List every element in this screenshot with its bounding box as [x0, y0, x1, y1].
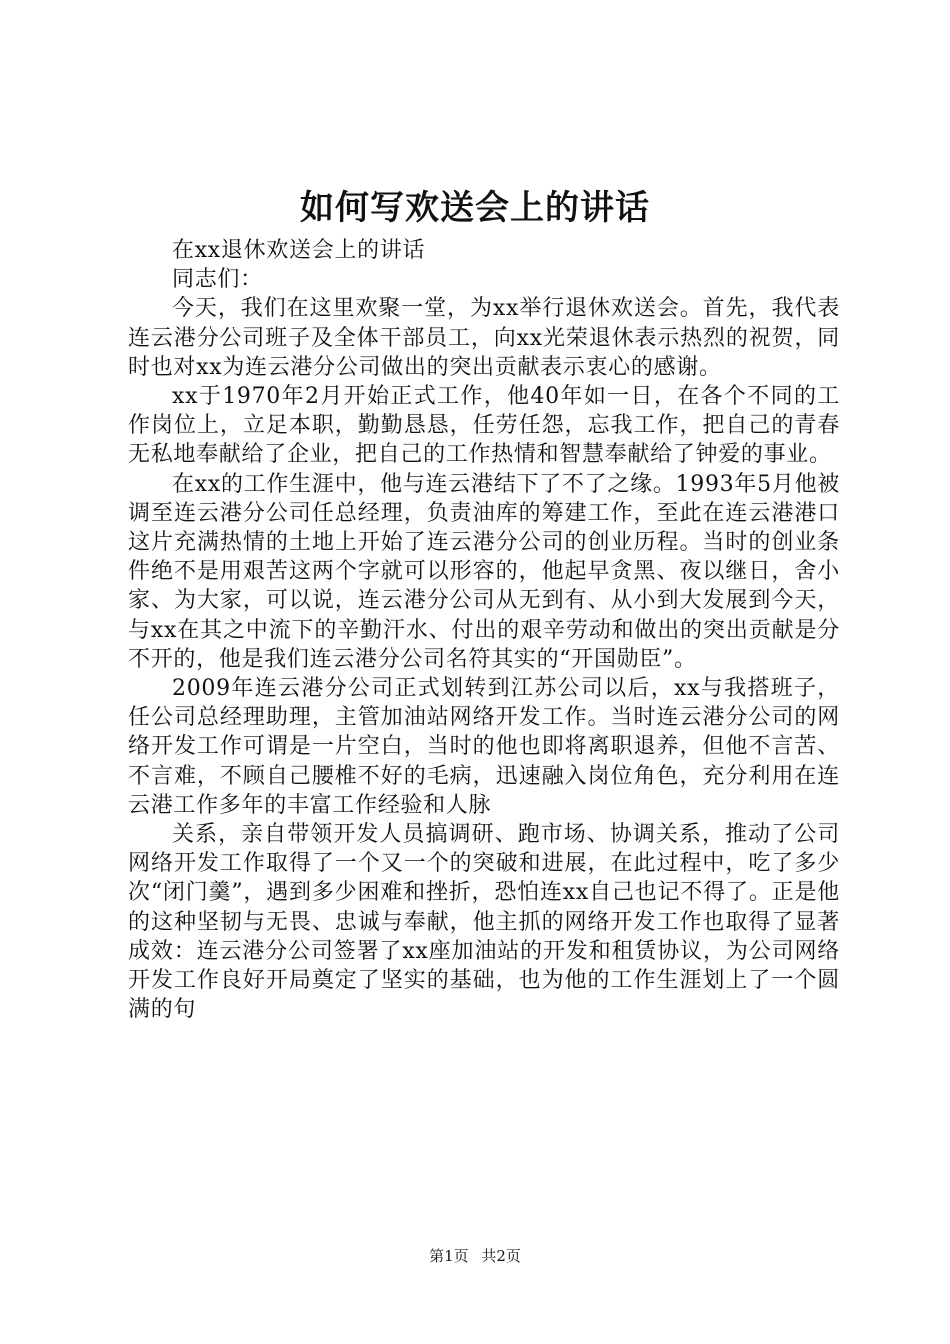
page-number-total: 共2页: [481, 1247, 521, 1265]
page-footer: [0, 1246, 950, 1266]
paragraph: 今天，我们在这里欢聚一堂，为xx举行退休欢送会。首先，我代表连云港分公司班子及全体干部员工，向xx光荣退休表示热烈的祝贺，同时也对xx为连云港分公司做出的突出贡献表示衷心的感谢。: [128, 296, 840, 380]
salutation: 同志们：: [172, 267, 263, 293]
document-title: 如何写欢送会上的讲话: [300, 188, 650, 228]
document-body: [128, 236, 840, 1024]
paragraph: 在xx的工作生涯中，他与连云港结下了不了之缘。1993年5月他被调至连云港分公司任总经理，负责油库的筹建工作，至此在连云港港口这片充满热情的土地上开始了连云港分公司的创业历程。当时的创业条件绝不是用艰苦这两个字就可以形容的，他起早贪黑、夜以继日，舍小家、为大家，可以说，连云港分公司从无到有、从小到大发展到今天，与xx在其之中流下的辛勤汗水、付出的艰辛劳动和做出的突出贡献是分不开的，他是我们连云港分公司名符其实的“开国勋臣”。: [128, 471, 840, 672]
paragraph: xx于1970年2月开始正式工作，他40年如一日，在各个不同的工作岗位上，立足本职，勤勤恳恳，任劳任怨，忘我工作，把自己的青春无私地奉献给了企业，把自己的工作热情和智慧奉献给了钟爱的事业。: [128, 384, 840, 468]
paragraph: 2009年连云港分公司正式划转到江苏公司以后，xx与我搭班子，任公司总经理助理，主管加油站网络开发工作。当时连云港分公司的网络开发工作可谓是一片空白，当时的他也即将离职退养，但他不言苦、不言难，不顾自己腰椎不好的毛病，迅速融入岗位角色，充分利用在连云港工作多年的丰富工作经验和人脉: [128, 676, 840, 818]
paragraph: 关系，亲自带领开发人员搞调研、跑市场、协调关系，推动了公司网络开发工作取得了一个又一个的突破和进展，在此过程中，吃了多少次“闭门羹”，遇到多少困难和挫折，恐怕连xx自己也记不得了。正是他的这种坚韧与无畏、忠诚与奉献，他主抓的网络开发工作也取得了显著成效：连云港分公司签署了xx座加油站的开发和租赁协议，为公司网络开发工作良好开局奠定了坚实的基础，也为他的工作生涯划上了一个圆满的句: [128, 822, 840, 1023]
page-number-current: 第1页: [429, 1247, 469, 1265]
speech-heading: 在xx退休欢送会上的讲话: [172, 238, 426, 263]
